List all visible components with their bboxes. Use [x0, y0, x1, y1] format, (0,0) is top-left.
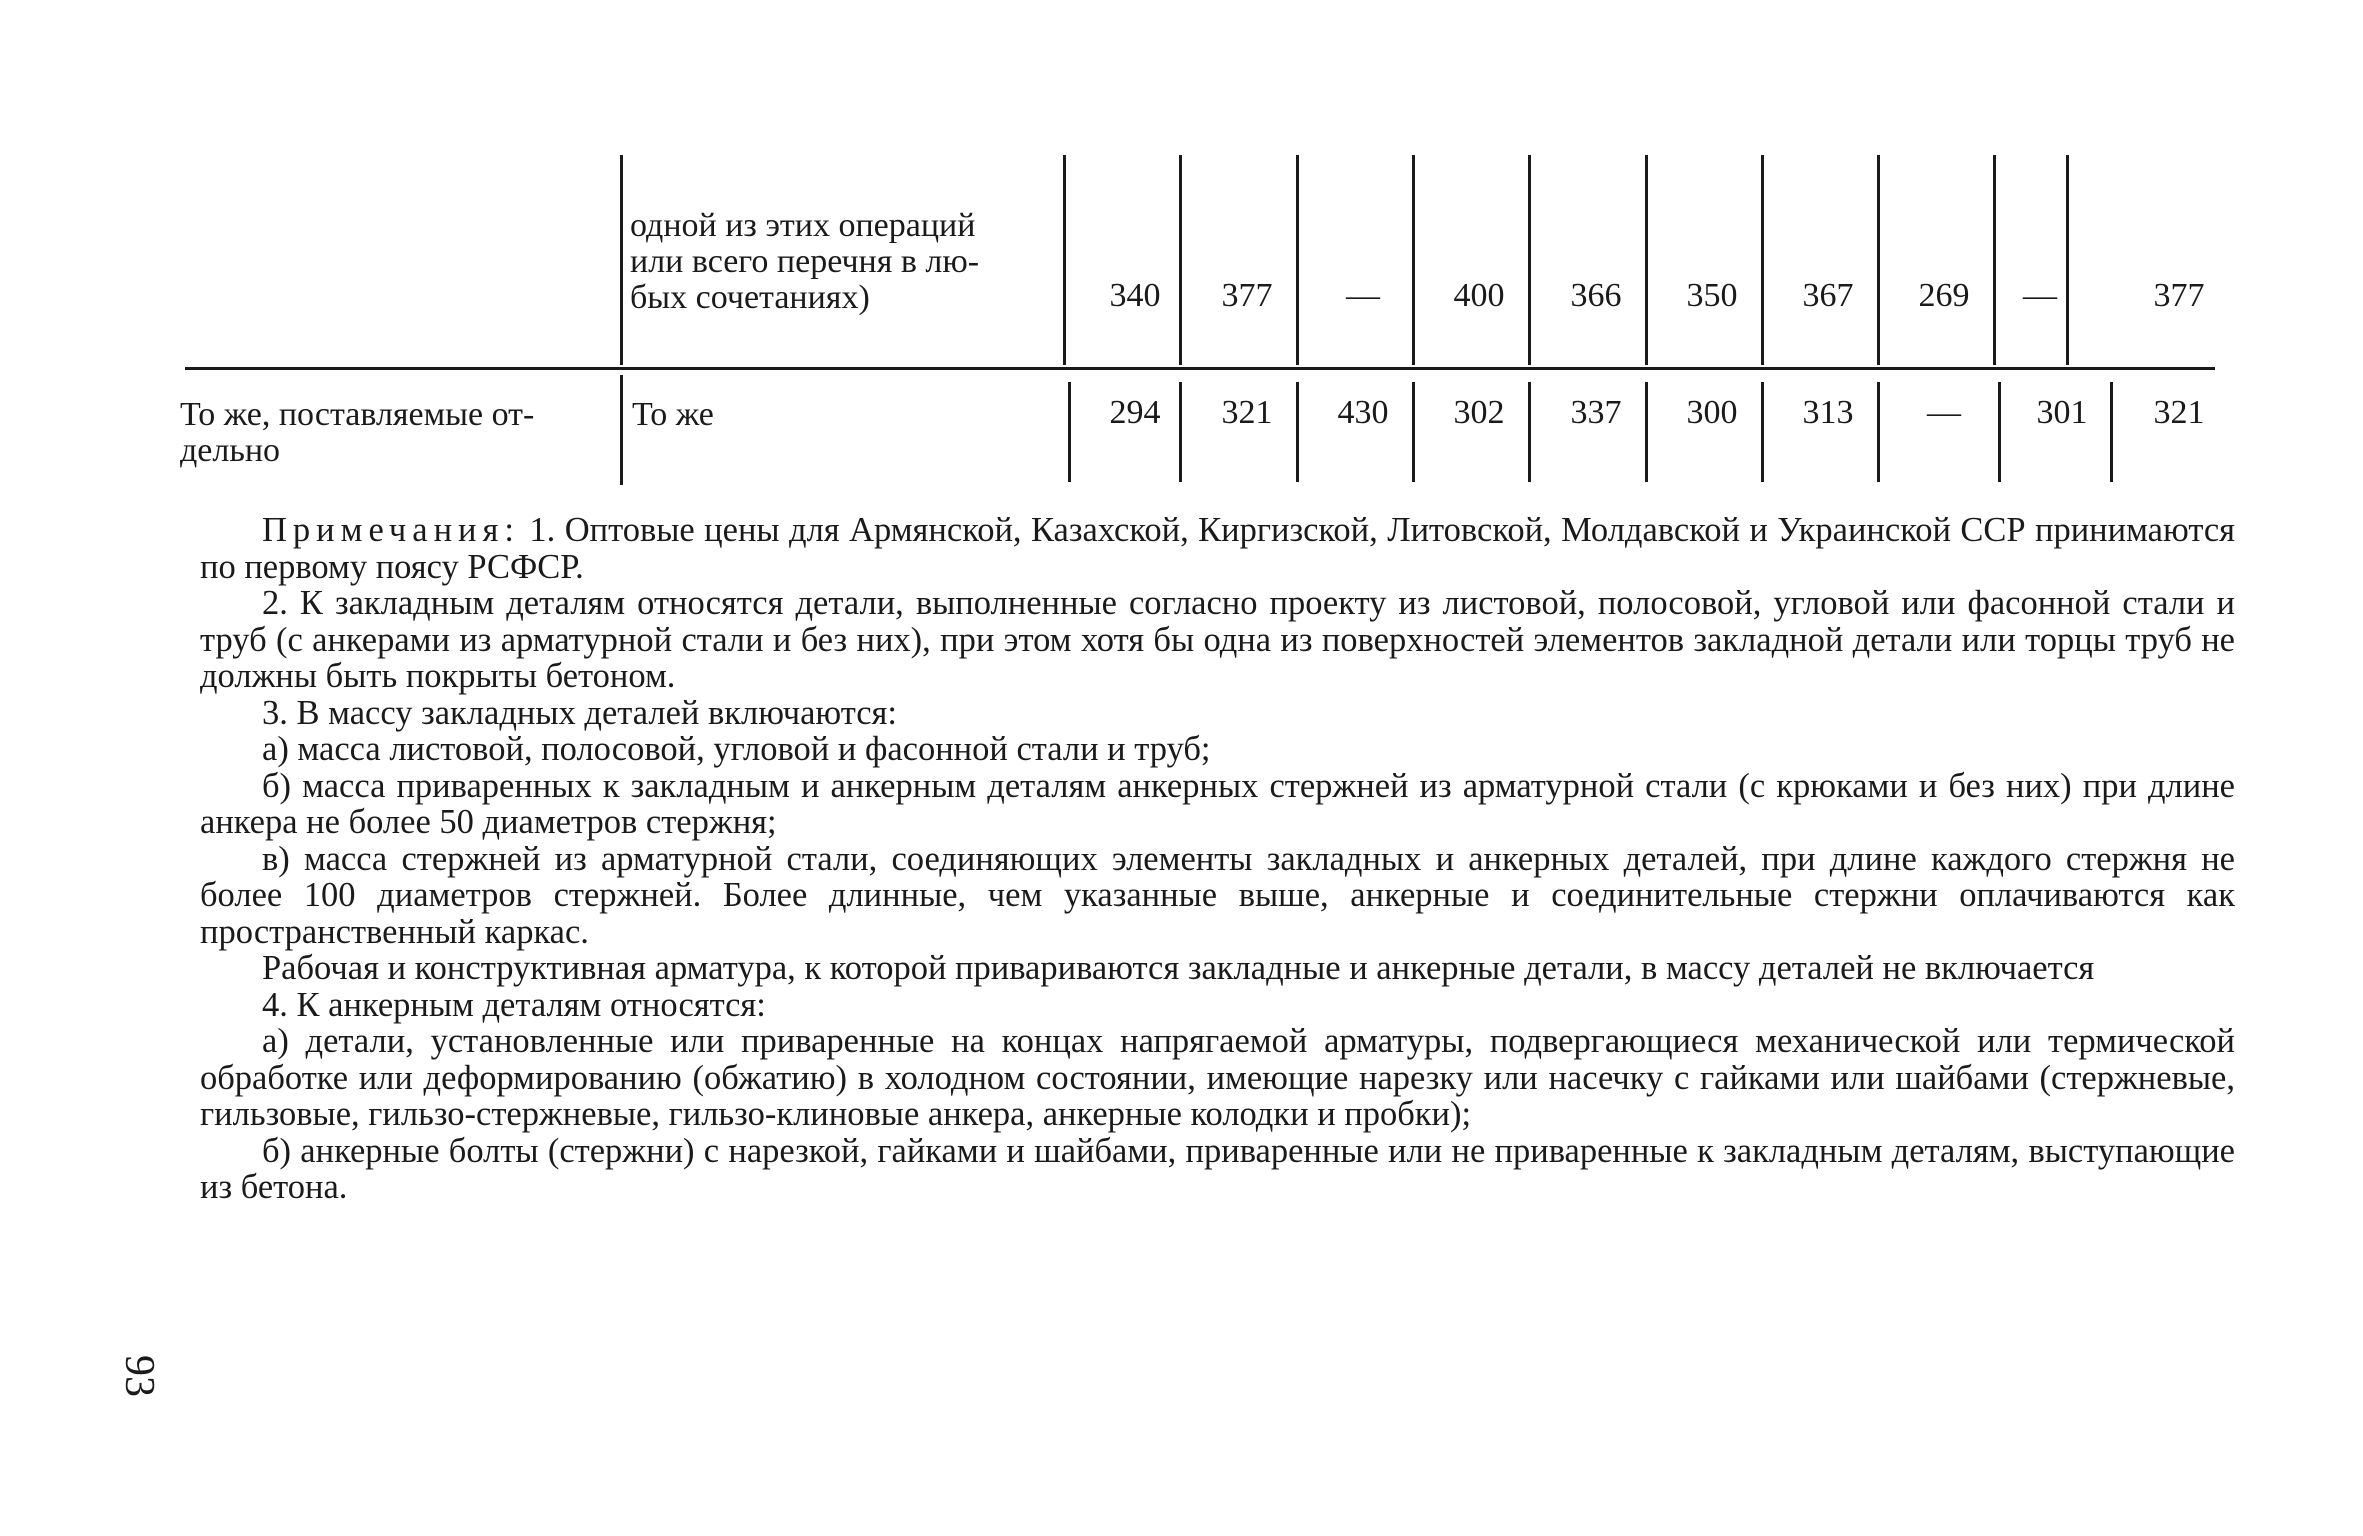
row1-value: —: [2023, 277, 2057, 314]
row1-value: 269: [1918, 277, 1970, 314]
note-4: 4. К анкерным деталям относятся:: [262, 985, 766, 1024]
note-1: [200, 512, 2235, 585]
row2-desc: То же: [632, 396, 714, 433]
col-rule: [2066, 155, 2069, 365]
row2-value: 430: [1337, 394, 1389, 431]
row2-value: 321: [1221, 394, 1273, 431]
row1-value: 367: [1802, 277, 1854, 314]
row2-name-line: То же, поставляемые от-: [180, 396, 535, 433]
row1-value: 340: [1109, 277, 1161, 314]
note-3c: в) масса стержней из арматурной стали, соединяющих элементы закладных и анкерных деталей, при длине каждого стержня не более 100 диаметров стержней. Более длинные, чем указанные выше, анкерные и соединительные стержни оплачиваются как пространственный каркас.: [200, 839, 2235, 951]
col-rule: [1296, 155, 1299, 365]
col-rule: [1645, 155, 1648, 365]
col-rule: [1179, 155, 1182, 365]
col-rule: [1993, 155, 1996, 365]
row-separator: [185, 367, 2215, 370]
note-3a: а) масса листовой, полосовой, угловой и фасонной стали и труб;: [262, 730, 1211, 768]
col-rule: [1877, 155, 1880, 365]
col-rule: [1068, 382, 1071, 482]
row1-value: 377: [2153, 277, 2205, 314]
col-rule: [1063, 155, 1066, 365]
row2-value: 300: [1686, 394, 1738, 431]
row2-value: 321: [2153, 394, 2205, 431]
note-4a: а) детали, установленные или приваренные на концах напрягаемой арматуры, подвергающиеся механической или термической обработке или деформированию (обжатию) в холодном состоянии, имеющие нарезку или насечку с гайками или шайбами (стержневые, гильзовые, гильзо-стержневые, гильзо-клиновые анкера, анкерные колодки и пробки);: [200, 1022, 2235, 1133]
note-1-text: 1. Оптовые цены для Армянской, Казахской, Киргизской, Литовской, Молдавской и Украинской ССР принимаются по первому поясу РСФСР.: [200, 511, 2235, 586]
col-rule: [1761, 155, 1764, 365]
price-table: [0, 0, 2363, 520]
row1-value: —: [1346, 277, 1380, 314]
row1-value: 350: [1686, 277, 1738, 314]
row2-value: 313: [1802, 394, 1854, 431]
row1-desc-line: бых сочетаниях): [630, 279, 870, 316]
col-rule: [1528, 155, 1531, 365]
col-rule: [620, 155, 623, 365]
row2-value: —: [1927, 394, 1961, 431]
col-rule: [1412, 155, 1415, 365]
note-4b: б) анкерные болты (стержни) с нарезкой, гайками и шайбами, приваренные или не приваренные к закладным деталям, выступающие из бетона.: [200, 1131, 2235, 1206]
row1-value: 377: [1221, 277, 1273, 314]
note-2: 2. К закладным деталям относятся детали, выполненные согласно проекту из листовой, полосовой, угловой или фасонной стали и труб (с анкерами из арматурной стали и без них), при этом хотя бы одна из поверхностей элементов закладной детали или торцы труб не должны быть покрыты бетоном.: [200, 584, 2235, 695]
row2-value: 302: [1453, 394, 1505, 431]
row1-value: 400: [1453, 277, 1505, 314]
row1-desc-line: или всего перечня в лю-: [630, 243, 980, 280]
row2-value: 301: [2036, 394, 2088, 431]
row2-value: 294: [1109, 394, 1161, 431]
row1-value: 366: [1570, 277, 1622, 314]
row1-desc-line: одной из этих операций: [630, 207, 976, 244]
row2-value: 337: [1570, 394, 1622, 431]
notes-block: [200, 512, 2235, 1206]
row2-name-line: дельно: [180, 432, 281, 469]
notes-heading: Примечания:: [262, 511, 520, 549]
page-number: 93: [116, 1355, 162, 1397]
note-3d: Рабочая и конструктивная арматура, к которой привариваются закладные и анкерные детали, в массу деталей не включается: [262, 949, 2095, 987]
col-rule: [620, 375, 623, 485]
note-3: 3. В массу закладных деталей включаются:: [262, 693, 897, 732]
note-3b: б) масса приваренных к закладным и анкерным деталям анкерных стержней из арматурной стали (с крюками и без них) при длине анкера не более 50 диаметров стержня;: [200, 766, 2235, 841]
